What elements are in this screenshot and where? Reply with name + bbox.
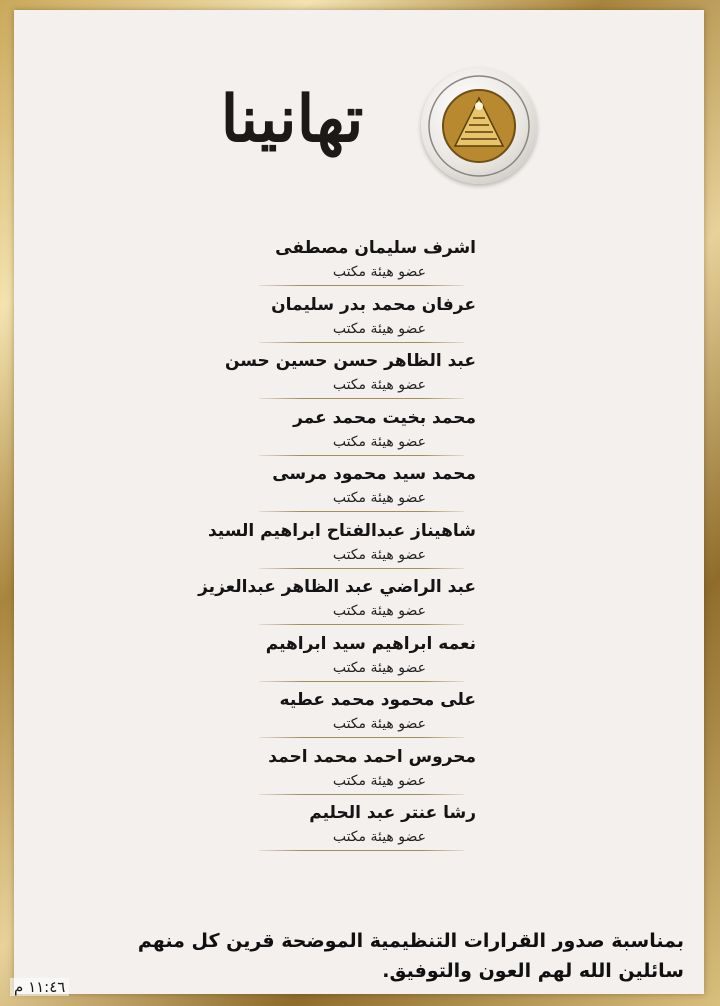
list-item	[14, 690, 704, 747]
names-list	[14, 238, 704, 860]
member-name: رشا عنتر عبد الحليم	[309, 803, 476, 823]
member-name: اشرف سليمان مصطفى	[275, 238, 476, 258]
divider	[259, 398, 464, 399]
member-role: عضو هيئة مكتب	[332, 716, 426, 732]
list-item	[14, 634, 704, 691]
member-name: محمد سيد محمود مرسى	[272, 464, 476, 484]
member-name: نعمه ابراهيم سيد ابراهيم	[265, 633, 476, 654]
member-role: عضو هيئة مكتب	[332, 659, 426, 676]
list-item	[14, 747, 704, 804]
party-logo	[421, 68, 537, 184]
member-role: عضو هيئة مكتب	[332, 320, 426, 337]
member-role: عضو هيئة مكتب	[332, 433, 426, 450]
member-role: عضو هيئة مكتب	[332, 490, 426, 506]
member-role: عضو هيئة مكتب	[332, 264, 426, 280]
header	[14, 60, 704, 210]
list-item	[14, 351, 704, 408]
page-title: تهانينا	[220, 82, 364, 157]
congratulations-card	[14, 10, 704, 994]
footer-line-1: بمناسبة صدور القرارات التنظيمية الموضحة قرين كل منهم	[137, 930, 684, 952]
divider	[259, 737, 464, 738]
list-item	[14, 464, 704, 521]
footer-message	[44, 926, 684, 986]
member-role: عضو هيئة مكتب	[332, 377, 426, 393]
member-name: عرفان محمد بدر سليمان	[271, 294, 476, 315]
member-name: عبد الظاهر حسن حسين حسن	[224, 351, 476, 371]
member-role: عضو هيئة مكتب	[332, 603, 426, 619]
member-role: عضو هيئة مكتب	[332, 546, 426, 563]
member-name: محروس احمد محمد احمد	[268, 746, 476, 767]
member-role: عضو هيئة مكتب	[332, 772, 426, 789]
list-item	[14, 295, 704, 352]
divider	[259, 285, 464, 286]
list-item	[14, 238, 704, 295]
member-name: شاهيناز عبدالفتاح ابراهيم السيد	[207, 520, 476, 541]
footer-line-2: سائلين الله لهم العون والتوفيق.	[382, 960, 684, 982]
member-name: محمد بخيت محمد عمر	[293, 407, 476, 428]
list-item	[14, 521, 704, 578]
list-item	[14, 408, 704, 465]
divider	[259, 568, 464, 569]
divider	[259, 794, 464, 795]
divider	[259, 850, 464, 851]
list-item	[14, 803, 704, 860]
divider	[259, 511, 464, 512]
pyramid-emblem-icon	[421, 68, 537, 184]
member-role: عضو هيئة مكتب	[332, 829, 426, 845]
member-name: على محمود محمد عطيه	[279, 690, 476, 710]
divider	[259, 342, 464, 343]
member-name: عبد الراضي عبد الظاهر عبدالعزيز	[198, 577, 476, 597]
divider	[259, 681, 464, 682]
divider	[259, 455, 464, 456]
list-item	[14, 577, 704, 634]
divider	[259, 624, 464, 625]
timestamp: ١١:٤٦ م	[10, 978, 69, 996]
